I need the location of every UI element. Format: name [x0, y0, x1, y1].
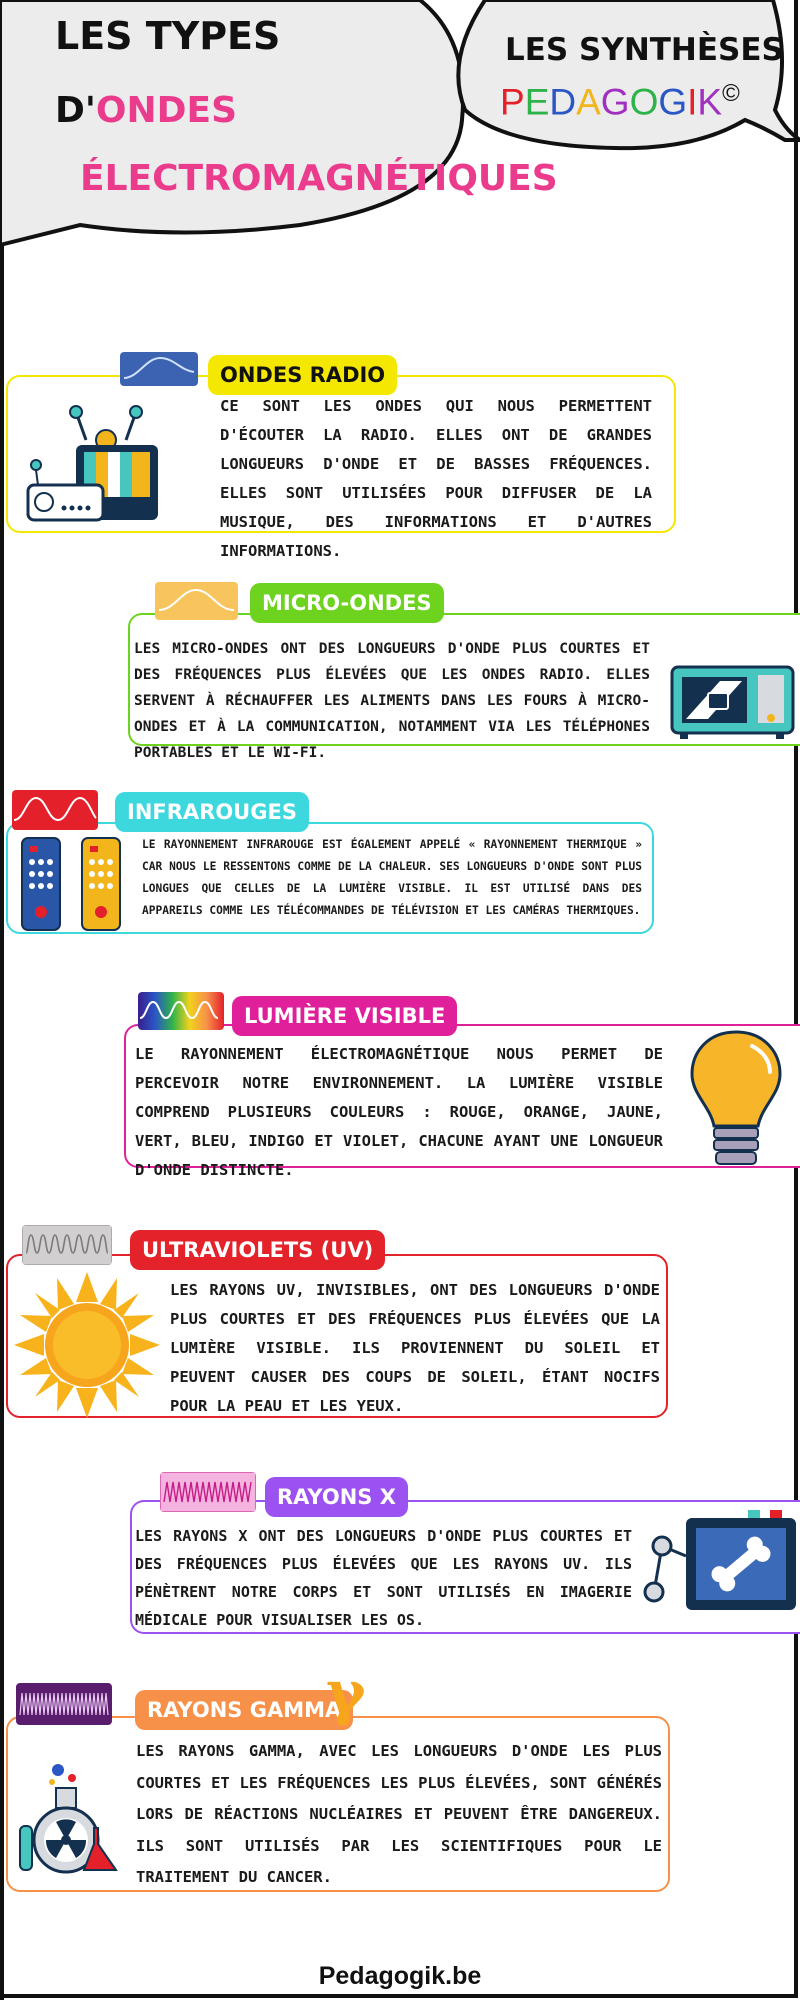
- radio-label: ONDES RADIO: [208, 355, 397, 395]
- brand-copyright: ©: [722, 80, 740, 107]
- xray-text: LES RAYONS X ONT DES LONGUEURS D'ONDE PLUS COURTES ET DES FRÉQUENCES PLUS ÉLEVÉES QUE LES RAYONS UV. ILS PÉNÈTRENT NOTRE CORPS ET SONT UTILISÉS EN IMAGERIE MÉDICALE POUR VISUALISER LES OS.: [135, 1527, 632, 1629]
- light-bulb-icon: [686, 1028, 786, 1170]
- brand-letter: O: [629, 81, 659, 123]
- brand-letter: K: [697, 81, 723, 123]
- brand-letter: A: [576, 81, 601, 123]
- remote-control-icon: [18, 822, 130, 934]
- infra-text: LE RAYONNEMENT INFRAROUGE EST ÉGALEMENT APPELÉ « RAYONNEMENT THERMIQUE » CAR NOUS LE RESSENTONS COMME DE LA CHALEUR. SES LONGUEURS D'ONDE SONT PLUS LONGUES QUE CELLES DE LA LUMIÈRE VISIBLE. IL EST UTILISÉ DANS DES APPAREILS COMME LES TÉLÉCOMMANDES DE TÉLÉVISION ET LES CAMÉRAS THERMIQUES.: [142, 838, 642, 917]
- visible-label: LUMIÈRE VISIBLE: [232, 996, 457, 1036]
- infra-label: INFRAROUGES: [115, 792, 309, 832]
- xray-label: RAYONS X: [265, 1477, 408, 1517]
- visible-wave-icon: [138, 992, 224, 1030]
- radio-text: CE SONT LES ONDES QUI NOUS PERMETTENT D'ÉCOUTER LA RADIO. ELLES ONT DE GRANDES LONGUEURS D'ONDE ET DE BASSES FRÉQUENCES. ELLES SONT UTILISÉES POUR DIFFUSER DE LA MUSIQUE, DES INFORMATIONS ET D'AUTRES INFORMATIONS.: [220, 397, 652, 560]
- gamma-text: LES RAYONS GAMMA, AVEC LES LONGUEURS D'ONDE LES PLUS COURTES ET LES FRÉQUENCES LES PLUS ÉLEVÉES, SONT GÉNÉRÉS LORS DE RÉACTIONS NUCLÉAIRES ET PEUVENT ÊTRE DANGEREUX. ILS SONT UTILISÉS PAR LES SCIENTIFIQUES POUR LE TRAITEMENT DU CANCER.: [136, 1742, 662, 1886]
- radio-wave-icon: [120, 352, 198, 386]
- footer-site[interactable]: Pedagogik.be: [318, 1962, 482, 1990]
- sun-icon: [14, 1272, 160, 1418]
- brand-letter: E: [524, 81, 550, 123]
- micro-text: LES MICRO-ONDES ONT DES LONGUEURS D'ONDE PLUS COURTES ET DES FRÉQUENCES PLUS ÉLEVÉES QUE LES ONDES RADIO. ELLES SERVENT À RÉCHAUFFER LES ALIMENTS DANS LES FOURS À MICRO-ONDES ET À LA COMMUNICATION, NOTAMMENT VIA LES TÉLÉPHONES PORTABLES ET LE WI-FI.: [134, 641, 650, 761]
- title-line-3: ÉLECTROMAGNÉTIQUES: [80, 158, 558, 199]
- gamma-wave-icon: [16, 1683, 112, 1725]
- brand-letter: G: [600, 81, 630, 123]
- xray-bone-icon: [640, 1506, 798, 1616]
- title-line-2: [55, 90, 237, 131]
- title-line-1: LES TYPES: [55, 14, 281, 58]
- gamma-symbol: γ: [326, 1658, 366, 1728]
- uv-label: ULTRAVIOLETS (UV): [130, 1230, 385, 1270]
- microwave-icon: [670, 663, 795, 741]
- brand-letter: I: [687, 81, 698, 123]
- radio-tv-icon: [26, 400, 166, 525]
- gamma-label: RAYONS GAMMA: [135, 1690, 353, 1730]
- visible-text: LE RAYONNEMENT ÉLECTROMAGNÉTIQUE NOUS PERMET DE PERCEVOIR NOTRE ENVIRONNEMENT. LA LUMIÈRE VISIBLE COMPREND PLUSIEURS COULEURS : ROUGE, ORANGE, JAUNE, VERT, BLEU, INDIGO ET VIOLET, CHACUNE AYANT UNE LONGUEUR D'ONDE DISTINCTE.: [135, 1045, 663, 1179]
- title-highlight: ONDES: [95, 90, 238, 131]
- xray-wave-icon: [160, 1472, 256, 1512]
- uv-text: LES RAYONS UV, INVISIBLES, ONT DES LONGUEURS D'ONDE PLUS COURTES ET DES FRÉQUENCES PLUS ÉLEVÉES QUE LA LUMIÈRE VISIBLE. ILS PROVIENNENT DU SOLEIL ET PEUVENT CAUSER DES COUPS DE SOLEIL, ÉTANT NOCIFS POUR LA PEAU ET LES YEUX.: [170, 1281, 660, 1415]
- brand-letter: P: [500, 81, 525, 123]
- brand-line-1: LES SYNTHÈSES: [505, 32, 784, 68]
- brand-letter: G: [658, 81, 688, 123]
- uv-wave-icon: [22, 1225, 112, 1265]
- radioactive-flask-icon: [16, 1760, 128, 1876]
- brand-letter: D: [549, 81, 577, 123]
- title-prefix: D': [55, 90, 96, 131]
- brand-logo: [500, 80, 740, 123]
- micro-label: MICRO-ONDES: [250, 583, 444, 623]
- micro-wave-icon: [155, 582, 238, 620]
